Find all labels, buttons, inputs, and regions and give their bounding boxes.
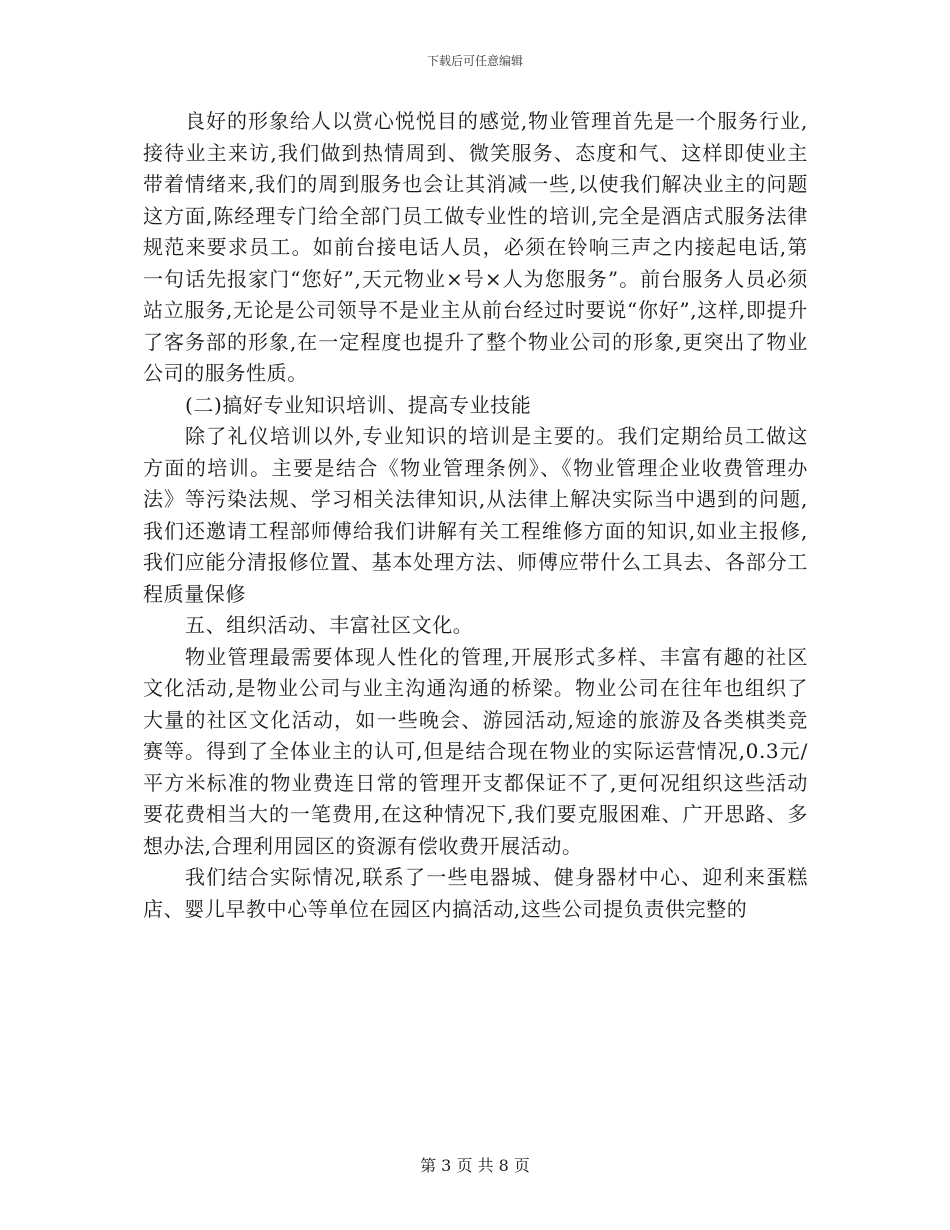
paragraph-community-activities: 物业管理最需要体现人性化的管理,开展形式多样、丰富有趣的社区文化活动,是物业公司与业主沟通沟通的桥梁。物业公司在往年也组织了大量的社区文化活动，如一些晚会、游园活动,短途的旅游及各类棋类竞赛等。得到了全体业主的认可,但是结合现在物业的实际运营情况,0.3元/平方米标准的物业费连日常的管理开支都保证不了,更何况组织这些活动要花费相当大的一笔费用,在这种情况下,我们要克服困难、广开思路、多想办法,合理利用园区的资源有偿收费开展活动。 xyxy=(143,644,808,858)
paragraph-partner-companies: 我们结合实际情况,联系了一些电器城、健身器材中心、迎利来蛋糕店、婴儿早教中心等单位在园区内搞活动,这些公司提负责供完整的 xyxy=(143,865,808,921)
page-header: 下载后可任意编辑 xyxy=(426,54,523,68)
paragraph-service-image: 良好的形象给人以赏心悦悦目的感觉,物业管理首先是一个服务行业,接待业主来访,我们做到热情周到、微笑服务、态度和气、这样即使业主带着情绪来,我们的周到服务也会让其消减一些,以使我们解决业主的问题这方面,陈经理专门给全部门员工做专业性的培训,完全是酒店式服务法律规范来要求员工。如前台接电话人员，必须在铃响三声之内接起电话,第一句话先报家门“您好”,天元物业×号×人为您服务”。前台服务人员必须站立服务,无论是公司领导不是业主从前台经过时要说“你好”,这样,即提升了客务部的形象,在一定程度也提升了整个物业公司的形象,更突出了物业公司的服务性质。 xyxy=(143,109,808,385)
paragraph-professional-training: 除了礼仪培训以外,专业知识的培训是主要的。我们定期给员工做这方面的培训。主要是结合《物业管理条例》、《物业管理企业收费管理办法》等污染法规、学习相关法律知识,从法律上解决实际当中遇到的问题,我们还邀请工程部师傅给我们讲解有关工程维修方面的知识,如业主报修,我们应能分清报修位置、基本处理方法、师傅应带什么工具去、各部分工程质量保修 xyxy=(143,424,808,606)
section-heading-professional-training: (二)搞好专业知识培训、提高专业技能 xyxy=(185,392,532,417)
section-heading-community-culture: 五、组织活动、丰富社区文化。 xyxy=(185,613,474,637)
document-body xyxy=(143,106,808,925)
page-number: 第 3 页 共 8 页 xyxy=(420,1156,530,1175)
